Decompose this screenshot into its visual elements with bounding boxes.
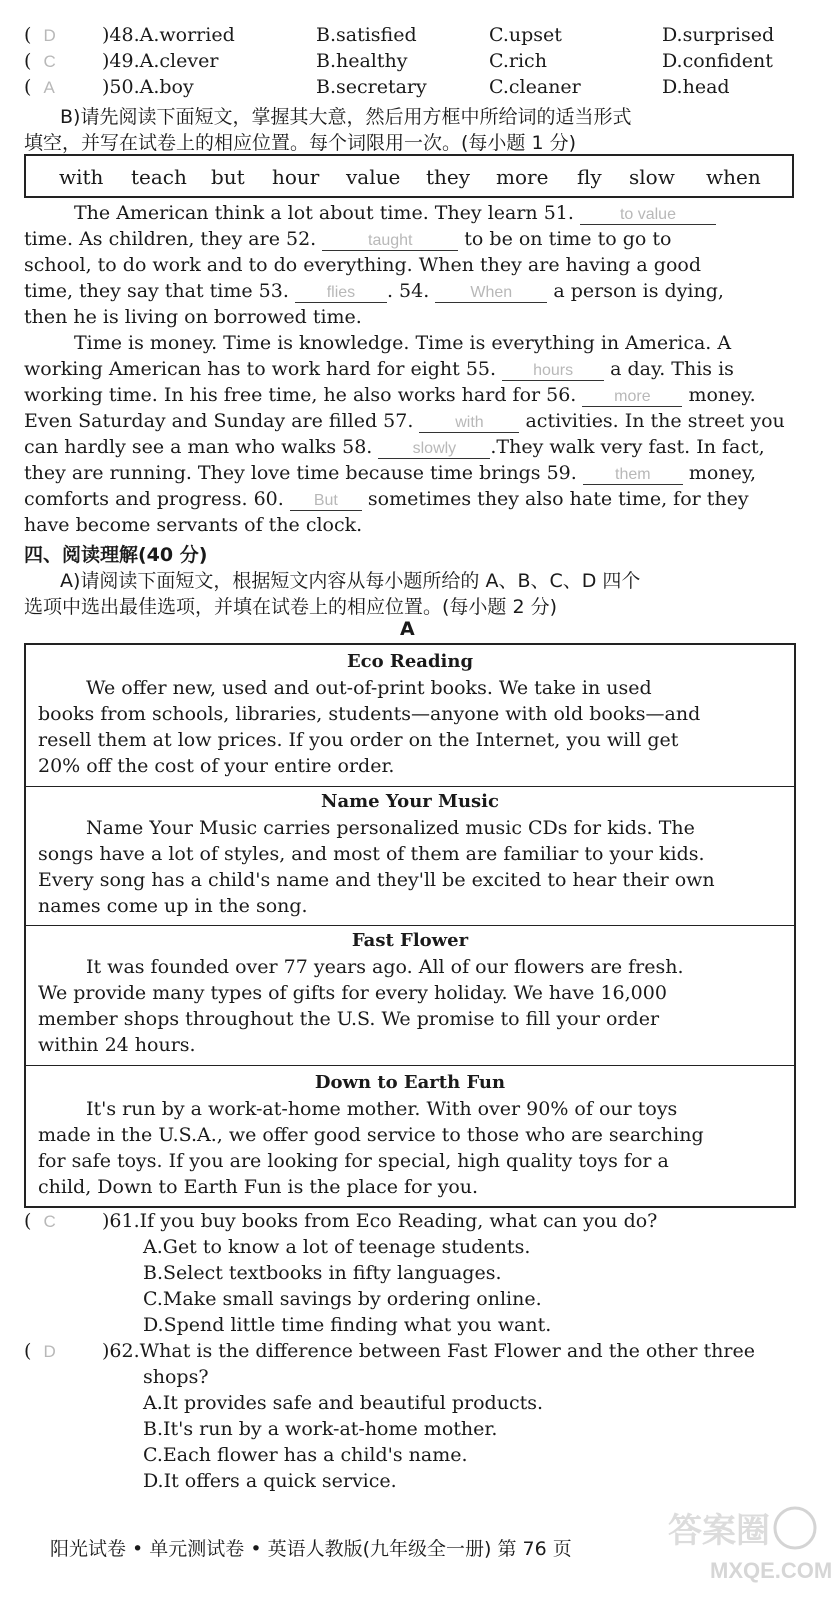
q62-option-a: A.It provides safe and beautiful products.	[143, 1392, 544, 1414]
word-bank-item: teach	[131, 165, 187, 189]
ad-line: resell them at low prices. If you order on the Internet, you will get	[38, 729, 679, 751]
ads-box	[24, 643, 796, 1208]
ad-name-your-music	[26, 787, 794, 926]
section4-instruction-1: A)请阅读下面短文，根据短文内容从每小题所给的 A、B、C、D 四个	[60, 570, 641, 592]
passage-line	[24, 358, 734, 381]
answer-61: C	[43, 1212, 56, 1231]
partb-instruction-2: 填空，并写在试卷上的相应位置。每个词限用一次。(每小题 1 分)	[24, 132, 576, 154]
passage-line	[24, 228, 671, 251]
passage-text: time. As children, they are 52.	[24, 228, 317, 250]
svg-text:答案圈: 答案圈	[668, 1511, 770, 1551]
q62-option-d: D.It offers a quick service.	[143, 1470, 397, 1492]
passage-line	[24, 462, 756, 485]
q62-option-c: C.Each flower has a child's name.	[143, 1444, 468, 1466]
ad-line: child, Down to Earth Fun is the place for you.	[38, 1176, 479, 1198]
answer-62: D	[43, 1342, 56, 1361]
ad-line: We offer new, used and out-of-print books. We take in used	[86, 677, 652, 699]
passage-text: can hardly see a man who walks 58.	[24, 436, 373, 458]
ad-line: songs have a lot of styles, and most of them are familiar to your kids.	[38, 843, 705, 865]
ad-line: Name Your Music carries personalized music CDs for kids. The	[86, 817, 695, 839]
question-48: ( D	[24, 24, 56, 46]
passage-text: activities. In the street you	[525, 410, 785, 432]
q62-option-b: B.It's run by a work-at-home mother.	[143, 1418, 498, 1440]
q61-option-a: A.Get to know a lot of teenage students.	[143, 1236, 531, 1258]
answer-48: D	[43, 26, 56, 45]
q61-stem: )61.If you buy books from Eco Reading, what can you do?	[102, 1210, 658, 1232]
passage-text: The American think a lot about time. They learn 51.	[74, 202, 574, 224]
q48-option-b: B.satisfied	[316, 24, 417, 46]
passage-text: they are running. They love time because time brings 59.	[24, 462, 577, 484]
word-bank-box	[24, 154, 794, 198]
blank-58[interactable]: slowly	[378, 440, 490, 459]
passage-text: Even Saturday and Sunday are filled 57.	[24, 410, 414, 432]
ad-eco-reading	[26, 645, 794, 787]
passage-line: then he is living on borrowed time.	[24, 306, 362, 328]
passage-text: money,	[688, 462, 757, 484]
ad-fast-flower	[26, 926, 794, 1066]
passage-line: Time is money. Time is knowledge. Time is everything in America. A	[74, 332, 732, 354]
ad-line: books from schools, libraries, students—anyone with old books—and	[38, 703, 701, 725]
passage-line	[24, 410, 785, 433]
q61-option-d: D.Spend little time finding what you want.	[143, 1314, 552, 1336]
ad-line: It was founded over 77 years ago. All of our flowers are fresh.	[86, 956, 684, 978]
word-bank-item: value	[346, 165, 401, 189]
passage-text: money.	[688, 384, 756, 406]
ad-title: Fast Flower	[351, 930, 469, 951]
passage-line: school, to do work and to do everything. When they are having a good	[24, 254, 701, 276]
q50-option-d: D.head	[662, 76, 730, 98]
blank-59[interactable]: them	[583, 466, 683, 485]
question-61: ( C	[24, 1210, 56, 1232]
word-bank-item: more	[496, 165, 549, 189]
ad-title: Down to Earth Fun	[314, 1072, 506, 1093]
passage-text: working American has to work hard for eight 55.	[24, 358, 497, 380]
q49-option-c: C.rich	[489, 50, 547, 72]
ad-title: Eco Reading	[346, 651, 474, 672]
blank-60[interactable]: But	[290, 492, 362, 511]
q62-stem: )62.What is the difference between Fast Flower and the other three	[102, 1340, 755, 1362]
word-bank-item: with	[59, 165, 104, 189]
q49-option-a: )49.A.clever	[102, 50, 219, 72]
passage-line	[24, 280, 724, 303]
ad-line: made in the U.S.A., we offer good service to those who are searching	[38, 1124, 704, 1146]
passage-text: sometimes they also hate time, for they	[367, 488, 749, 510]
blank-54[interactable]: When	[435, 284, 547, 303]
passage-text: a person is dying,	[553, 280, 724, 302]
q50-option-c: C.cleaner	[489, 76, 581, 98]
page-footer: 阳光试卷 • 单元测试卷 • 英语人教版(九年级全一册) 第 76 页	[50, 1538, 572, 1560]
blank-57[interactable]: with	[419, 414, 519, 433]
ad-line: for safe toys. If you are looking for special, high quality toys for a	[38, 1150, 669, 1172]
ad-line: 20% off the cost of your entire order.	[38, 755, 395, 777]
passage-text: working time. In his free time, he also works hard for 56.	[24, 384, 577, 406]
passage-text: time, they say that time 53.	[24, 280, 289, 302]
passage-line	[74, 202, 716, 225]
word-bank-item: fly	[577, 165, 602, 189]
q50-option-a: )50.A.boy	[102, 76, 194, 98]
word-bank-item: but	[211, 165, 245, 189]
blank-52[interactable]: taught	[322, 232, 458, 251]
passage-text: comforts and progress. 60.	[24, 488, 284, 510]
ad-line: We provide many types of gifts for every holiday. We have 16,000	[38, 982, 667, 1004]
passage-line	[24, 384, 756, 407]
ad-line: names come up in the song.	[38, 895, 308, 917]
q48-option-d: D.surprised	[662, 24, 775, 46]
q61-option-c: C.Make small savings by ordering online.	[143, 1288, 542, 1310]
q49-option-b: B.healthy	[316, 50, 408, 72]
blank-51[interactable]: to value	[580, 206, 716, 225]
q48-option-c: C.upset	[489, 24, 562, 46]
partb-instruction-1: B)请先阅读下面短文，掌握其大意，然后用方框中所给词的适当形式	[60, 106, 632, 128]
passage-text: .They walk very fast. In fact,	[490, 436, 765, 458]
watermark-logo	[650, 1500, 833, 1590]
q62-stem-cont: shops?	[143, 1366, 209, 1388]
blank-53[interactable]: flies	[295, 284, 387, 303]
word-bank-item: they	[426, 165, 471, 189]
passage-text: . 54.	[386, 280, 430, 302]
question-62: ( D	[24, 1340, 56, 1362]
answer-50: A	[43, 78, 55, 97]
word-bank-item: hour	[272, 165, 320, 189]
passage-text: to be on time to go to	[464, 228, 672, 250]
blank-55[interactable]: hours	[502, 362, 604, 381]
q48-option-a: )48.A.worried	[102, 24, 235, 46]
word-bank-item: when	[706, 165, 761, 189]
ad-line: member shops throughout the U.S. We promise to fill your order	[38, 1008, 660, 1030]
q49-option-d: D.confident	[662, 50, 773, 72]
blank-56[interactable]: more	[582, 388, 682, 407]
q50-option-b: B.secretary	[316, 76, 427, 98]
watermark-text: MXQE.COM	[710, 1558, 833, 1583]
passage-line	[24, 488, 749, 511]
word-bank-item: slow	[629, 165, 675, 189]
section-heading: 四、阅读理解(40 分)	[24, 544, 208, 566]
q61-option-b: B.Select textbooks in fifty languages.	[143, 1262, 502, 1284]
passage-line	[24, 436, 765, 459]
question-49: ( C	[24, 50, 56, 72]
section4-instruction-2: 选项中选出最佳选项，并填在试卷上的相应位置。(每小题 2 分)	[24, 596, 557, 618]
passage-text: a day. This is	[610, 358, 734, 380]
ad-line: within 24 hours.	[38, 1034, 196, 1056]
answer-49: C	[43, 52, 56, 71]
passage-line: have become servants of the clock.	[24, 514, 363, 536]
ad-title: Name Your Music	[321, 791, 499, 812]
passage-label: A	[400, 618, 415, 640]
question-50: ( A	[24, 76, 55, 98]
ad-line: Every song has a child's name and they'll be excited to hear their own	[38, 869, 715, 891]
ad-line: It's run by a work-at-home mother. With over 90% of our toys	[86, 1098, 678, 1120]
ad-down-to-earth-fun	[26, 1066, 794, 1206]
